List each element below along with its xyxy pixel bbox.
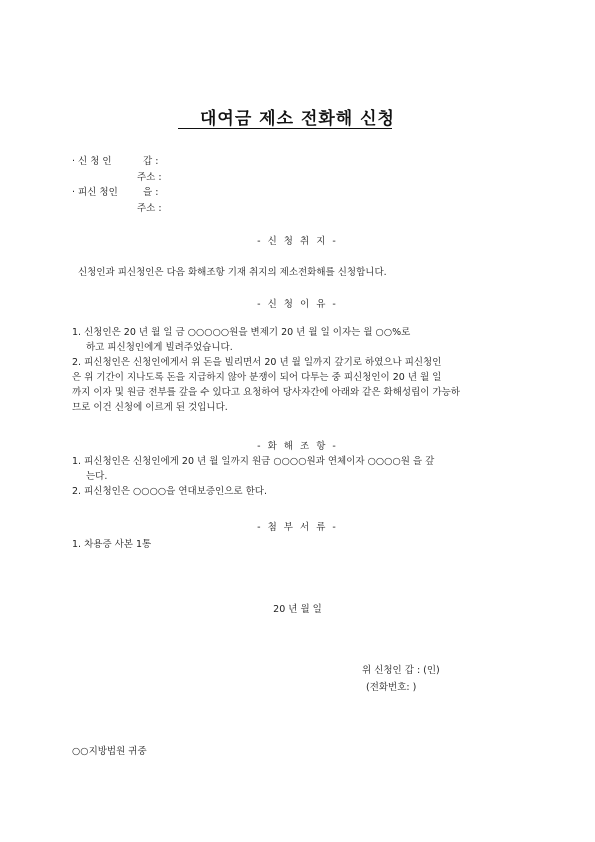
- reason-2-line-4: 므로 이건 신청에 이르게 된 것입니다.: [72, 402, 228, 413]
- title-underline: [178, 128, 392, 129]
- court-addressee: ○○지방법원 귀중: [72, 746, 147, 757]
- applicant-address-label: 주소 :: [137, 172, 162, 183]
- reason-2-line-3: 까지 이자 및 원금 전부를 갚을 수 있다고 요청하여 당사자간에 아래와 같은 화해성립이 가능하: [72, 387, 460, 398]
- applicant-party: 갑 :: [143, 156, 159, 167]
- reasons-list: [72, 325, 532, 415]
- reason-1-line-1: 1. 신청인은 20 년 월 일 금 ○○○○○원을 변제기 20 년 월 일 이자는 월 ○○%로: [72, 327, 411, 338]
- signature-line: 위 신청인 갑 : (인): [362, 665, 440, 676]
- document-title: 대여금 제소 전화해 신청: [200, 109, 395, 129]
- reason-2-line-2: 은 위 기간이 지나도록 돈을 지급하지 않아 분쟁이 되어 다투는 중 피신청인이 20 년 월 일: [72, 372, 442, 383]
- respondent-address-label: 주소 :: [137, 203, 162, 214]
- settlement-1-line-2: 는다.: [86, 471, 108, 482]
- reason-2-line-1: 2. 피신청인은 신청인에게서 위 돈을 빌리면서 20 년 월 일까지 갚기로 하였으나 피신청인: [72, 357, 442, 368]
- applicant-label: · 신 청 인: [72, 156, 112, 167]
- reasons-heading: - 신 청 이 유 -: [257, 299, 338, 310]
- respondent-label: · 피신 청인: [72, 187, 118, 198]
- settlement-1-line-1: 1. 피신청인은 신청인에게 20 년 월 일까지 원금 ○○○○원과 연체이자 ○○○○원 을 갚: [72, 456, 435, 467]
- purpose-text: 신청인과 피신청인은 다음 화해조항 기재 취지의 제소전화해를 신청합니다.: [78, 267, 387, 278]
- respondent-party: 을 :: [143, 187, 159, 198]
- date-line: 20 년 월 일: [273, 604, 322, 615]
- settlement-list: [72, 454, 532, 499]
- attachment-1: 1. 차용증 사본 1통: [72, 539, 152, 550]
- settlement-2: 2. 피신청인은 ○○○○을 연대보증인으로 한다.: [72, 486, 267, 497]
- reason-1-line-2: 하고 피신청인에게 빌려주었습니다.: [86, 342, 233, 353]
- phone-line: (전화번호: ): [366, 682, 417, 693]
- settlement-heading: - 화 해 조 항 -: [257, 441, 338, 452]
- purpose-heading: - 신 청 취 지 -: [257, 236, 338, 247]
- attachments-heading: - 첨 부 서 류 -: [257, 522, 338, 533]
